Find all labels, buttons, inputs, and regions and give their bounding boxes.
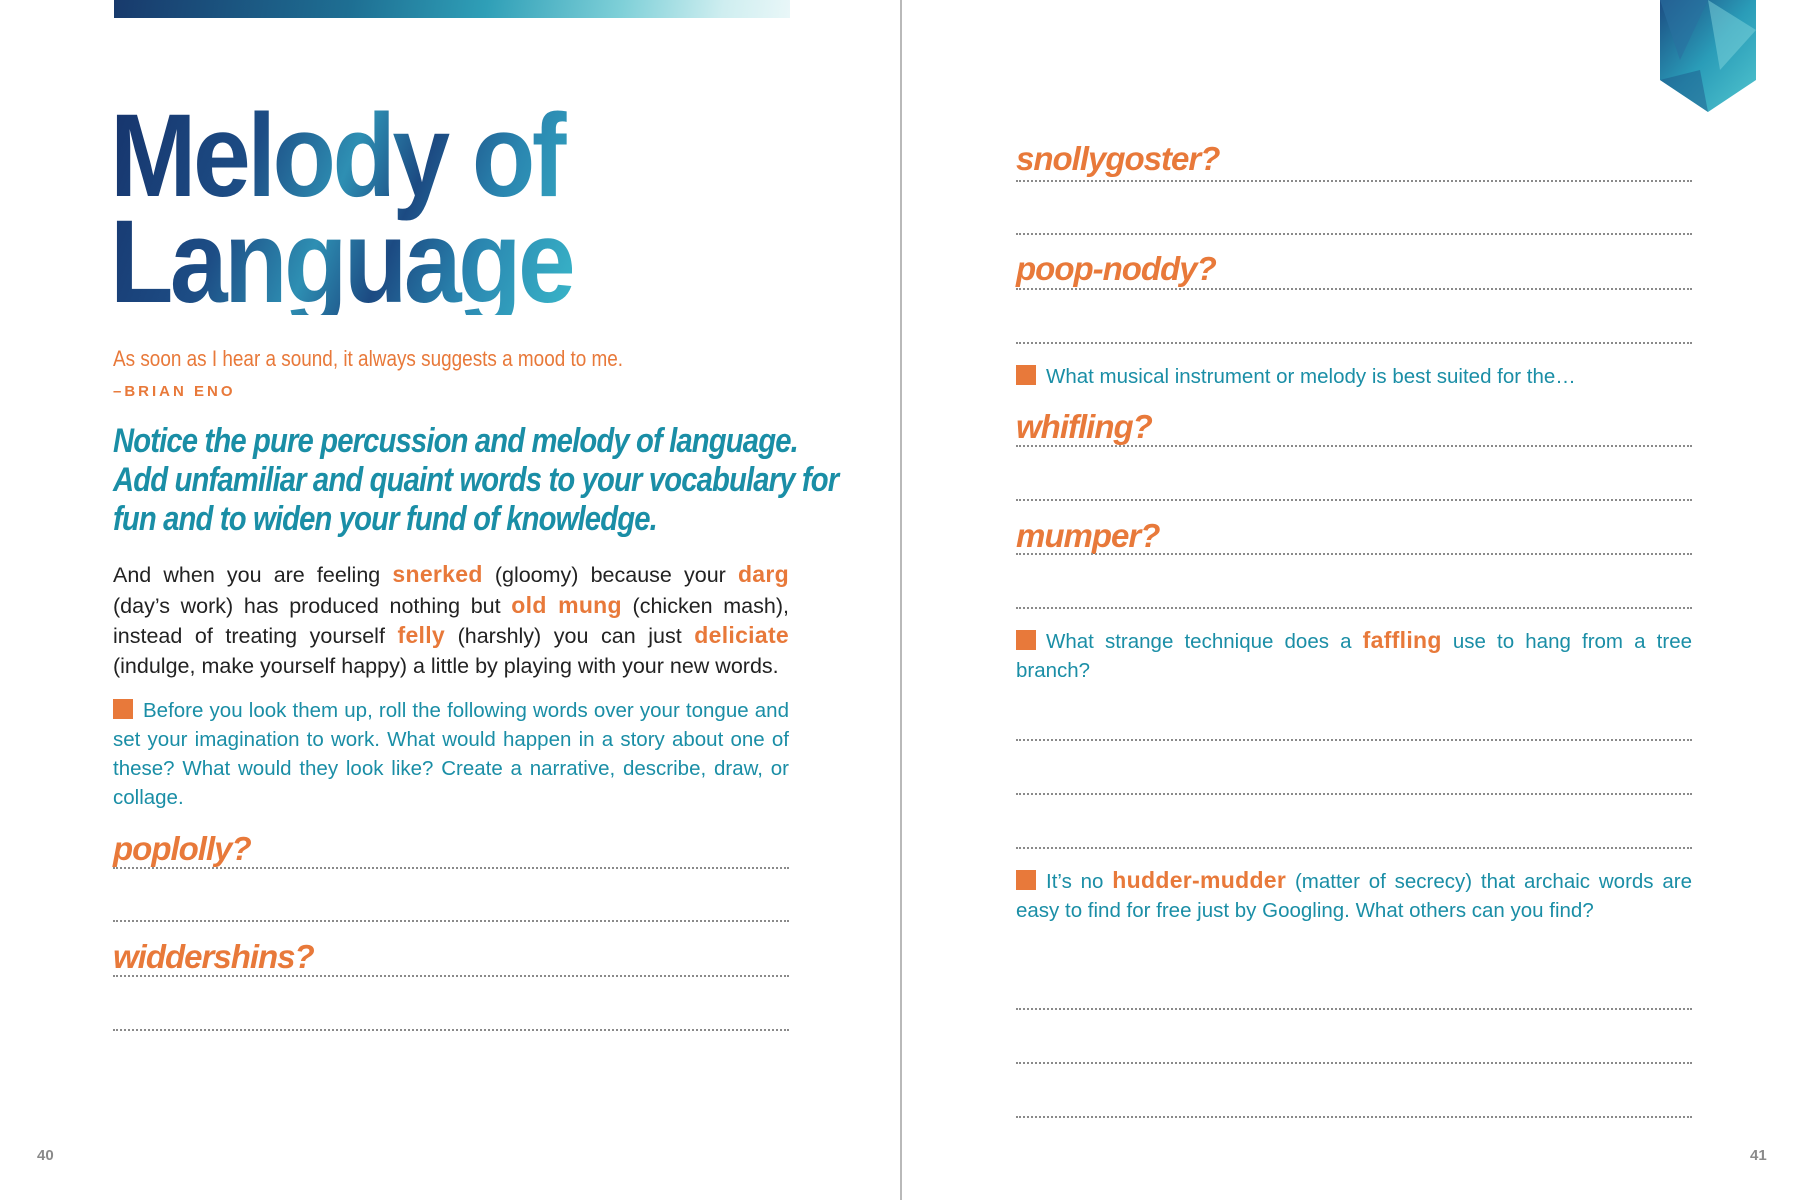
highlight-word: felly: [397, 622, 446, 648]
highlight-word: snerked: [392, 561, 483, 587]
exercise-prompt-instrument: [1016, 362, 1692, 391]
right-page: [903, 0, 1800, 1200]
vocab-word-poplolly: poplolly?: [113, 830, 251, 867]
writing-line[interactable]: [1016, 342, 1692, 344]
prompt-text: What strange technique does a: [1046, 630, 1363, 653]
vocab-word-whifling: whifling?: [1016, 408, 1152, 445]
body-text-segment: (indulge, make yourself happy) a little by playing with your new words.: [113, 653, 779, 678]
vocab-word-widdershins: widdershins?: [113, 938, 314, 975]
book-spine-divider: [900, 0, 902, 1200]
vocab-word-snollygoster: snollygoster?: [1016, 140, 1220, 177]
corner-ribbon-graphic: [1660, 0, 1756, 112]
page-number: 40: [37, 1147, 54, 1164]
exercise-prompt: [113, 696, 789, 812]
prompt-text: use to hang from a tree branch?: [1016, 630, 1692, 682]
writing-line[interactable]: [1016, 180, 1692, 182]
writing-line[interactable]: [1016, 793, 1692, 795]
highlight-word: deliciate: [694, 622, 789, 648]
writing-line[interactable]: [113, 920, 789, 922]
body-text-segment: (gloomy) because your: [482, 563, 738, 587]
writing-line[interactable]: [1016, 1116, 1692, 1118]
writing-line[interactable]: [113, 867, 789, 869]
writing-line[interactable]: [1016, 1008, 1692, 1010]
page-number: 41: [1750, 1147, 1767, 1164]
writing-line[interactable]: [1016, 499, 1692, 501]
lede-line-1: Notice the pure percussion and melody of language.: [113, 422, 798, 460]
body-text-segment: (day’s work) has produced nothing but: [113, 593, 512, 618]
title-line-1: Melody of: [110, 90, 563, 222]
vocab-word-poop-noddy: poop-noddy?: [1016, 250, 1216, 287]
prompt-text: Before you look them up, roll the following words over your tongue and set your imagination to work. What would happen in a story about one of these? What would they look like? Create a narrative, describe, draw, or collage.: [113, 699, 789, 809]
epigraph-author: –BRIAN ENO: [113, 383, 236, 400]
top-banner-graphic: [114, 0, 790, 18]
writing-line[interactable]: [1016, 607, 1692, 609]
vocab-word-mumper: mumper?: [1016, 517, 1160, 554]
writing-line[interactable]: [1016, 233, 1692, 235]
page-title: [110, 90, 573, 328]
prompt-text: It’s no: [1046, 870, 1113, 893]
bullet-square-icon: [1016, 365, 1036, 385]
body-paragraph: [113, 560, 789, 681]
writing-line[interactable]: [1016, 445, 1692, 447]
title-line-2: Language: [110, 196, 573, 328]
highlight-word: old mung: [511, 591, 622, 618]
bullet-square-icon: [1016, 630, 1036, 650]
exercise-prompt-faffling: [1016, 626, 1692, 685]
lede-paragraph: [113, 422, 839, 539]
epigraph-quote: As soon as I hear a sound, it always suggests a mood to me.: [113, 346, 624, 371]
prompt-text: What musical instrument or melody is best suited for the…: [1046, 365, 1576, 388]
body-text-segment: And when you are feeling: [113, 563, 393, 587]
writing-line[interactable]: [113, 975, 789, 977]
lede-line-2: Add unfamiliar and quaint words to your vocabulary for: [113, 461, 839, 499]
writing-line[interactable]: [1016, 1062, 1692, 1064]
writing-line[interactable]: [1016, 553, 1692, 555]
writing-line[interactable]: [1016, 739, 1692, 741]
highlight-word: faffling: [1362, 627, 1442, 653]
bullet-square-icon: [113, 699, 133, 719]
body-text-segment: (harshly) you can just: [445, 624, 695, 648]
lede-line-3: fun and to widen your fund of knowledge.: [113, 500, 657, 538]
writing-line[interactable]: [1016, 847, 1692, 849]
writing-line[interactable]: [113, 1029, 789, 1031]
writing-line[interactable]: [1016, 288, 1692, 290]
bullet-square-icon: [1016, 870, 1036, 890]
prompt-text: (matter of secrecy) that archaic words are easy to find for free just by Googling. What others can you find?: [1016, 870, 1692, 922]
highlight-word: hudder-mudder: [1112, 867, 1287, 893]
exercise-prompt-hudder-mudder: [1016, 866, 1692, 925]
body-text-segment: (chicken mash), instead of treating yourself: [113, 593, 789, 648]
highlight-word: darg: [737, 561, 789, 587]
